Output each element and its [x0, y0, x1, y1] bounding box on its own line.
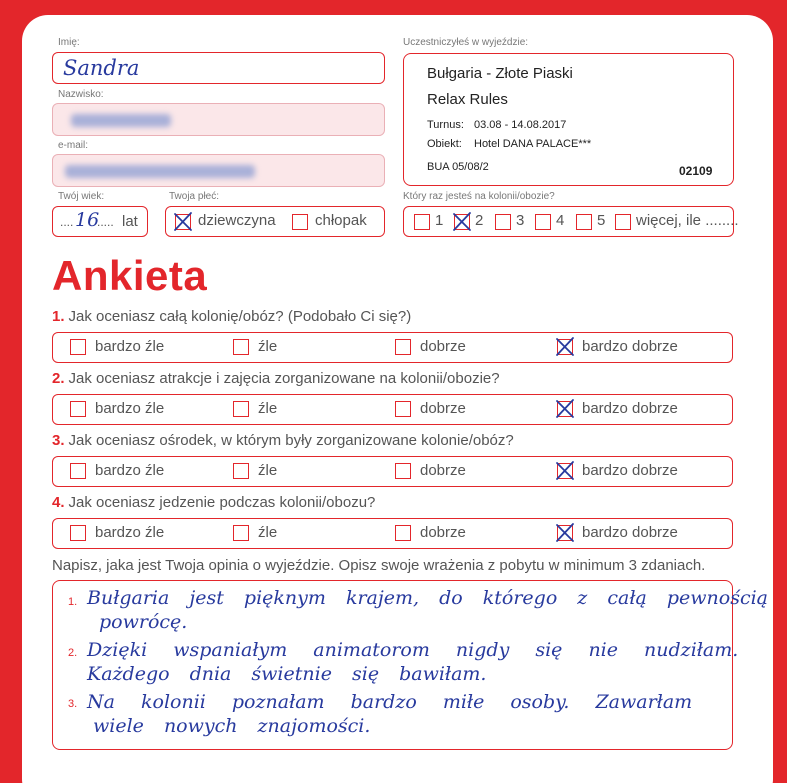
- age-value: 16: [75, 209, 100, 231]
- opinion-box[interactable]: [52, 580, 768, 750]
- question-text: [52, 308, 411, 325]
- opinion-line: powrócę.: [99, 611, 188, 633]
- question-text: [52, 370, 500, 387]
- question-label: Jak oceniasz ośrodek, w którym były zorganizowane kolonie/obóz?: [68, 432, 514, 449]
- times-option-label: 5: [597, 212, 606, 229]
- rating-option-label: bardzo źle: [95, 524, 165, 541]
- rating-checkbox[interactable]: [70, 401, 86, 417]
- email-label: e-mail:: [58, 140, 89, 151]
- rating-checkbox[interactable]: [557, 339, 573, 355]
- rating-row: [52, 518, 733, 549]
- times-label: Który raz jesteś na kolonii/obozie?: [403, 191, 555, 202]
- times-checkbox[interactable]: [414, 214, 430, 230]
- times-option-label: 3: [516, 212, 525, 229]
- opinion-line: Bułgaria jest pięknym krajem, do którego z całą pewnością: [87, 587, 768, 609]
- gender-field: [165, 206, 385, 237]
- times-option-label: 1: [435, 212, 444, 229]
- rating-row: [52, 456, 733, 487]
- check-mark-icon: [554, 336, 576, 358]
- question-label: Jak oceniasz atrakcje i zajęcia zorganizowane na kolonii/obozie?: [68, 370, 500, 387]
- question-number: 2.: [52, 370, 65, 387]
- gender-checkbox[interactable]: [292, 214, 308, 230]
- rating-option-label: dobrze: [420, 462, 466, 479]
- opinion-line-number: 2.: [68, 647, 78, 659]
- redacted-email: [65, 165, 255, 178]
- redacted-last-name: [71, 114, 171, 127]
- opinion-line-number: 3.: [68, 698, 78, 710]
- trip-code: BUA 05/08/2: [427, 161, 489, 173]
- rating-option-label: bardzo dobrze: [582, 462, 678, 479]
- trip-number: 02109: [679, 164, 713, 178]
- rating-option-label: źle: [258, 462, 278, 479]
- survey-title: Ankieta: [52, 252, 208, 299]
- rating-option-label: źle: [258, 524, 278, 541]
- rating-checkbox[interactable]: [233, 463, 249, 479]
- age-dots-before: ....: [60, 215, 74, 229]
- question-number: 4.: [52, 494, 65, 511]
- rating-option-label: bardzo dobrze: [582, 524, 678, 541]
- first-name-value: Sandra: [63, 56, 140, 80]
- times-field: [403, 206, 739, 237]
- object-label: Obiekt:: [427, 138, 462, 150]
- times-checkbox[interactable]: [615, 214, 631, 230]
- rating-option-label: bardzo źle: [95, 338, 165, 355]
- rating-option-label: źle: [258, 400, 278, 417]
- rating-option-label: dobrze: [420, 338, 466, 355]
- times-option-label: 2: [475, 212, 484, 229]
- times-checkbox[interactable]: [576, 214, 592, 230]
- first-name-field[interactable]: [52, 52, 385, 84]
- question-text: [52, 432, 514, 449]
- rating-checkbox[interactable]: [395, 525, 411, 541]
- check-mark-icon: [554, 522, 576, 544]
- rating-checkbox[interactable]: [395, 463, 411, 479]
- question-label: Jak oceniasz jedzenie podczas kolonii/obozu?: [68, 494, 376, 511]
- trip-destination: Bułgaria - Złote Piaski: [427, 65, 573, 82]
- rating-checkbox[interactable]: [70, 339, 86, 355]
- rating-checkbox[interactable]: [395, 401, 411, 417]
- turnus-value: 03.08 - 14.08.2017: [474, 119, 567, 131]
- age-dots-after: .....: [97, 215, 114, 229]
- gender-checkbox[interactable]: [175, 214, 191, 230]
- last-name-field[interactable]: [52, 103, 385, 136]
- rating-row: [52, 394, 733, 425]
- check-mark-icon: [172, 211, 194, 233]
- opinion-line-number: 1.: [68, 596, 78, 608]
- times-option-label: 4: [556, 212, 565, 229]
- turnus-label: Turnus:: [427, 119, 464, 131]
- check-mark-icon: [554, 460, 576, 482]
- rating-checkbox[interactable]: [70, 463, 86, 479]
- object-value: Hotel DANA PALACE***: [474, 138, 592, 150]
- opinion-line: Na kolonii poznałam bardzo miłe osoby. Zawarłam: [87, 691, 693, 713]
- times-checkbox[interactable]: [535, 214, 551, 230]
- age-unit: lat: [122, 213, 138, 230]
- trip-program: Relax Rules: [427, 91, 508, 108]
- rating-checkbox[interactable]: [557, 401, 573, 417]
- trip-label: Uczestniczyłeś w wyjeździe:: [403, 37, 529, 48]
- opinion-line: Dzięki wspaniałym animatorom nigdy się nie nudziłam.: [87, 639, 739, 661]
- rating-checkbox[interactable]: [395, 339, 411, 355]
- rating-checkbox[interactable]: [557, 525, 573, 541]
- question-text: [52, 494, 375, 511]
- times-checkbox[interactable]: [495, 214, 511, 230]
- rating-option-label: dobrze: [420, 524, 466, 541]
- first-name-label: Imię:: [58, 37, 80, 48]
- rating-checkbox[interactable]: [70, 525, 86, 541]
- trip-ticket: [403, 53, 734, 186]
- rating-option-label: bardzo dobrze: [582, 400, 678, 417]
- gender-option-label: dziewczyna: [198, 212, 276, 229]
- question-label: Jak oceniasz całą kolonię/obóz? (Podobało Ci się?): [68, 308, 412, 325]
- rating-checkbox[interactable]: [233, 339, 249, 355]
- age-field[interactable]: [52, 206, 148, 237]
- question-number: 1.: [52, 308, 65, 325]
- last-name-label: Nazwisko:: [58, 89, 104, 100]
- rating-option-label: bardzo źle: [95, 462, 165, 479]
- rating-option-label: źle: [258, 338, 278, 355]
- gender-option-label: chłopak: [315, 212, 367, 229]
- check-mark-icon: [451, 211, 473, 233]
- question-number: 3.: [52, 432, 65, 449]
- rating-checkbox[interactable]: [557, 463, 573, 479]
- age-label: Twój wiek:: [58, 191, 105, 202]
- opinion-line: wiele nowych znajomości.: [93, 715, 371, 737]
- rating-option-label: bardzo źle: [95, 400, 165, 417]
- email-field[interactable]: [52, 154, 385, 187]
- rating-option-label: bardzo dobrze: [582, 338, 678, 355]
- rating-row: [52, 332, 733, 363]
- rating-option-label: dobrze: [420, 400, 466, 417]
- check-mark-icon: [554, 398, 576, 420]
- times-checkbox[interactable]: [454, 214, 470, 230]
- gender-label: Twoja płeć:: [169, 191, 220, 202]
- opinion-prompt: Napisz, jaka jest Twoja opinia o wyjeździe. Opisz swoje wrażenia z pobytu w minimum 3 zdaniach.: [52, 557, 706, 574]
- rating-checkbox[interactable]: [233, 401, 249, 417]
- opinion-line: Każdego dnia świetnie się bawiłam.: [87, 663, 487, 685]
- times-option-label: więcej, ile ........: [636, 212, 739, 229]
- rating-checkbox[interactable]: [233, 525, 249, 541]
